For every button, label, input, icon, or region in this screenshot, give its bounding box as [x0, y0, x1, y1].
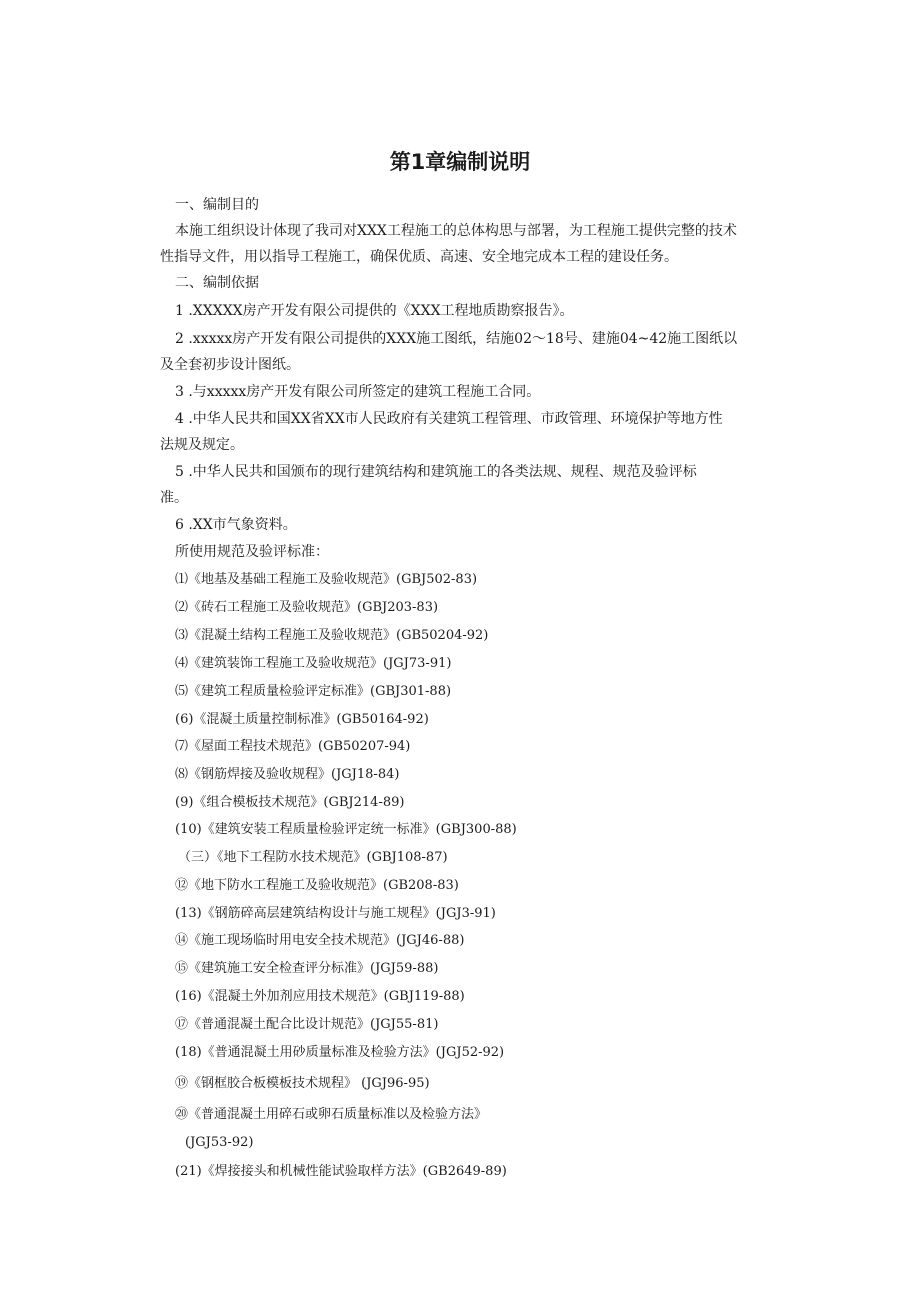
standard-item: ⑷《建筑装饰工程施工及验收规范》(JGJ73-91) — [175, 656, 452, 671]
standard-item-continuation: (JGJ53-92) — [185, 1135, 254, 1150]
standard-item: ⑺《屋面工程技术规范》(GB50207-94) — [175, 739, 411, 754]
standard-item: (9)《组合模板技术规范》(GBJ214-89) — [175, 795, 405, 810]
standard-item: (21)《焊接接头和机械性能试验取样方法》(GB2649-89) — [175, 1164, 507, 1179]
basis-item: 5 .中华人民共和国颁布的现行建筑结构和建筑施工的各类法规、规程、规范及验评标 — [175, 464, 697, 480]
basis-item: 1 .XXXXX房产开发有限公司提供的《XXX工程地质勘察报告》。 — [175, 303, 574, 319]
basis-item-continuation: 及全套初步设计图纸。 — [160, 357, 300, 373]
standard-item: ⑻《钢筋焊接及验收规程》(JGJ18-84) — [175, 767, 400, 782]
standard-item: ⑮《建筑施工安全检查评分标准》(JGJ59-88) — [175, 961, 439, 976]
basis-item-continuation: 法规及规定。 — [160, 437, 244, 453]
paragraph-line: 性指导文件，用以指导工程施工，确保优质、高速、安全地完成本工程的建设任务。 — [160, 249, 678, 265]
standard-item: (10)《建筑安装工程质量检验评定统一标准》(GBJ300-88) — [175, 822, 517, 837]
standard-item: ⑫《地下防水工程施工及验收规范》(GB208-83) — [175, 878, 459, 893]
standard-item: （三）《地下工程防水技术规范》(GBJ108-87) — [178, 850, 448, 865]
basis-item-continuation: 准。 — [160, 490, 188, 506]
chapter-title: 第1章编制说明 — [389, 150, 531, 174]
standard-item: ⑲《钢框胶合板模板技术规程》 (JGJ96-95) — [175, 1076, 430, 1091]
basis-item: 4 .中华人民共和国XX省XX市人民政府有关建筑工程管理、市政管理、环境保护等地方性 — [175, 411, 723, 427]
standards-heading: 所使用规范及验评标准： — [175, 544, 329, 560]
standard-item: ⑵《砖石工程施工及验收规范》(GBJ203-83) — [175, 600, 439, 615]
paragraph-line: 本施工组织设计体现了我司对XXX工程施工的总体构思与部署，为工程施工提供完整的技术 — [175, 223, 737, 239]
standard-item: ⑸《建筑工程质量检验评定标准》(GBJ301-88) — [175, 684, 452, 699]
section2-heading: 二、编制依据 — [175, 275, 259, 291]
standard-item: ⑳《普通混凝土用碎石或卵石质量标准以及检验方法》 — [175, 1107, 488, 1122]
standard-item: (6)《混凝土质量控制标准》(GB50164-92) — [175, 712, 429, 727]
standard-item: ⑴《地基及基础工程施工及验收规范》(GBJ502-83) — [175, 572, 478, 587]
basis-item: 3 .与xxxxx房产开发有限公司所签定的建筑工程施工合同。 — [175, 384, 541, 400]
standard-item: ⑶《混凝土结构工程施工及验收规范》(GB50204-92) — [175, 628, 489, 643]
standard-item: ⑰《普通混凝土配合比设计规范》(JGJ55-81) — [175, 1017, 439, 1032]
standard-item: (16)《混凝土外加剂应用技术规范》(GBJ119-88) — [175, 989, 465, 1004]
standard-item: (18)《普通混凝土用砂质量标准及检验方法》(JGJ52-92) — [175, 1045, 505, 1060]
standard-item: ⑭《施工现场临时用电安全技术规范》(JGJ46-88) — [175, 933, 465, 948]
section1-heading: 一、编制目的 — [175, 197, 259, 213]
standard-item: (13)《钢筋碎高层建筑结构设计与施工规程》(JGJ3-91) — [175, 906, 496, 921]
basis-item: 6 .XX市气象资料。 — [175, 517, 297, 533]
basis-item: 2 .xxxxx房产开发有限公司提供的XXX施工图纸，结施02〜18号、建施04~42施工图纸以 — [175, 331, 738, 347]
